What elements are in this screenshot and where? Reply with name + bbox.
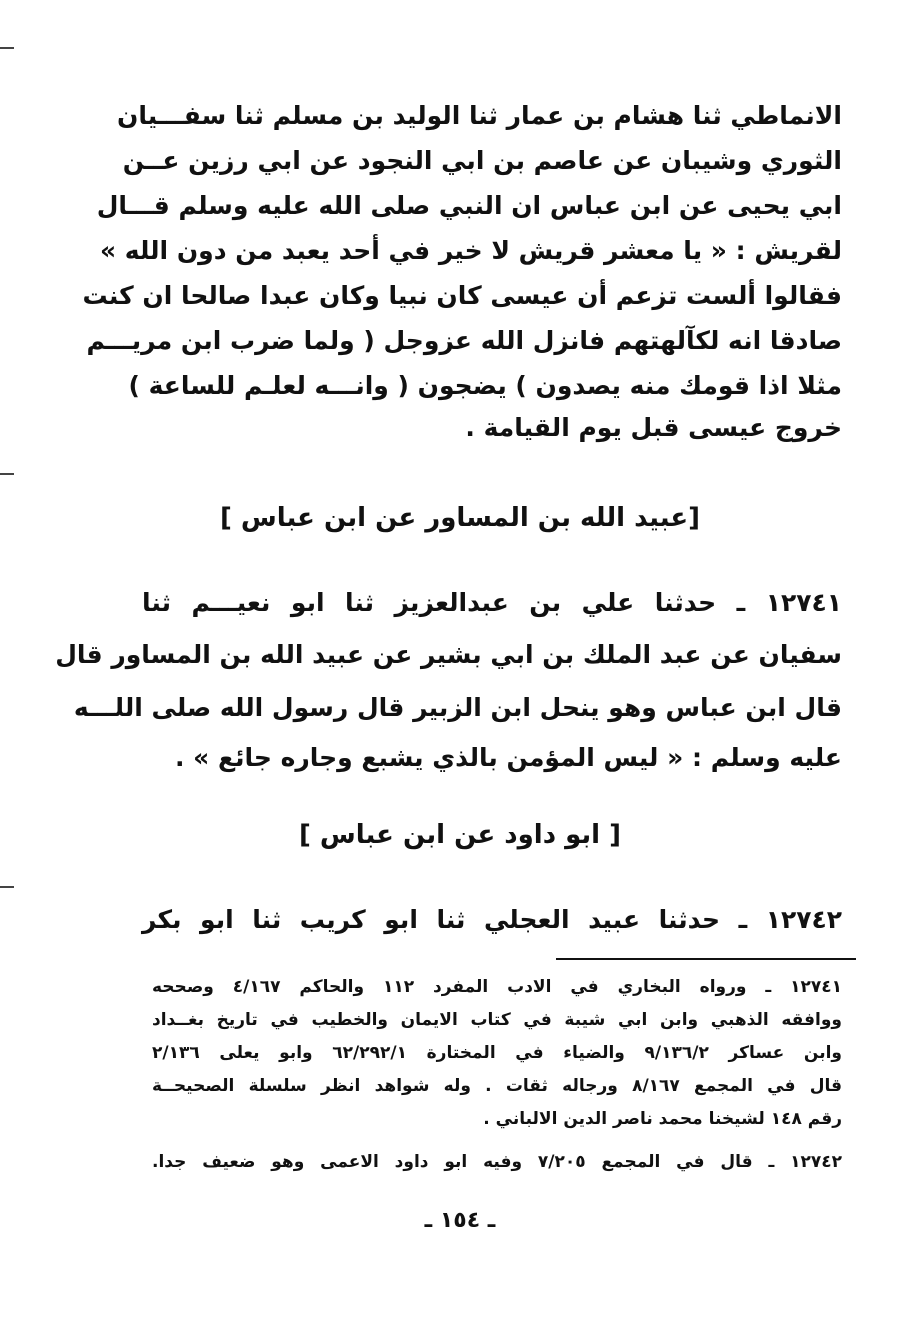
text-line: صادقا انه لكآلهتهم فانزل الله عزوجل ( ولما ضرب ابن مريـــم <box>86 326 842 355</box>
text-line: الثوري وشيبان عن عاصم بن ابي النجود عن ابي رزين عــن <box>122 146 842 175</box>
text-line: الانماطي ثنا هشام بن عمار ثنا الوليد بن مسلم ثنا سفـــيان <box>117 101 842 130</box>
footnote-line: ١٢٧٤١ ـ ورواه البخاري في الادب المفرد ١١٢ والحاكم ٤/١٦٧ وصححه <box>152 977 843 997</box>
text-line: لقريش : « يا معشر قريش لا خير في أحد يعبد من دون الله » <box>99 236 842 265</box>
section-heading: [عبيد الله بن المساور عن ابن عباس ] <box>219 503 701 533</box>
scan-edge-mark <box>0 47 14 49</box>
scan-edge-mark <box>0 886 14 888</box>
text-line: سفيان عن عبد الملك بن ابي بشير عن عبيد الله بن المساور قال <box>55 640 842 669</box>
text-line: ابي يحيى عن ابن عباس ان النبي صلى الله عليه وسلم قـــال <box>96 191 842 220</box>
footnote-separator <box>556 958 856 960</box>
text-line: ١٢٧٤١ ـ حدثنا علي بن عبدالعزيز ثنا ابو نعيـــم ثنا <box>142 588 842 617</box>
section-heading: [ ابو داود عن ابن عباس ] <box>298 820 622 850</box>
footnote-line: رقم ١٤٨ لشيخنا محمد ناصر الدين الالباني . <box>483 1109 842 1129</box>
text-line: مثلا اذا قومك منه يصدون ) يضجون ( وانـــه لعلـم للساعة ) <box>128 371 842 400</box>
footnote-line: ووافقه الذهبي وابن ابي شيبة في كتاب الايمان والخطيب في تاريخ بغــداد <box>152 1010 842 1030</box>
text-line: عليه وسلم : « ليس المؤمن بالذي يشبع وجاره جائع » . <box>174 743 842 772</box>
footnote-line: وابن عساكر ٩/١٣٦/٢ والضياء في المختارة ٦٢/٢٩٢/١ وابو يعلى ٢/١٣٦ <box>152 1043 842 1063</box>
page-number: ـ ١٥٤ ـ <box>424 1208 496 1233</box>
footnote-line: ١٢٧٤٢ ـ قال في المجمع ٧/٢٠٥ وفيه ابو داود الاعمى وهو ضعيف جدا. <box>152 1152 843 1172</box>
text-line: خروج عيسى قبل يوم القيامة . <box>465 413 842 442</box>
text-line: فقالوا ألست تزعم أن عيسى كان نبيا وكان عبدا صالحا ان كنت <box>82 281 842 310</box>
footnote-line: قال في المجمع ٨/١٦٧ ورجاله ثقات . وله شواهد انظر سلسلة الصحيحــة <box>152 1076 842 1096</box>
scan-edge-mark <box>0 473 14 475</box>
text-line: ١٢٧٤٢ ـ حدثنا عبيد العجلي ثنا ابو كريب ثنا ابو بكر <box>142 905 842 934</box>
text-line: قال ابن عباس وهو ينحل ابن الزبير قال رسول الله صلى اللـــه <box>73 693 842 722</box>
